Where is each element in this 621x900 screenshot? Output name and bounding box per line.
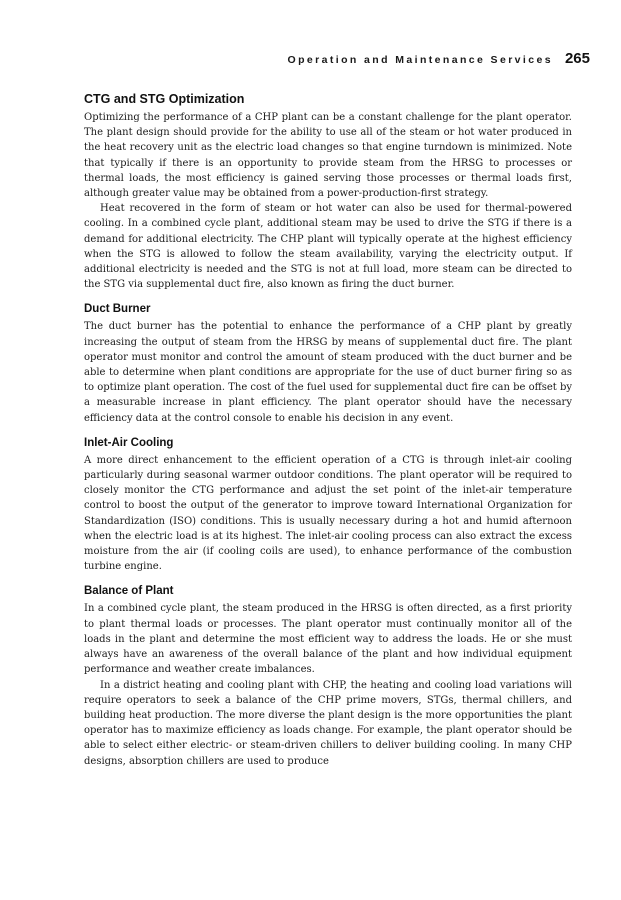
section-heading: Inlet-Air Cooling <box>84 436 174 449</box>
section-duct-burner <box>84 302 572 425</box>
running-title: Operation and Maintenance Services <box>287 54 553 66</box>
section-inlet-air-cooling <box>84 436 572 575</box>
paragraph: The duct burner has the potential to enhance the performance of a CHP plant by greatly increasing the output of steam from the HRSG by means of supplemental duct fire. The plant operator must monitor and control the amount of steam produced with the duct burner and be able to determine when plant conditions are appropriate for the use of duct burner firing so as to optimize plant operation. The cost of the fuel used for supplemental duct fire can be offset by a measurable increase in plant efficiency. The plant operator should have the necessary efficiency data at the control console to enable his decision in any event. <box>84 321 572 424</box>
section-balance-of-plant <box>84 584 572 768</box>
paragraph: Heat recovered in the form of steam or hot water can also be used for thermal-powered cooling. In a combined cycle plant, additional steam may be used to drive the STG if there is a demand for additional electricity. The CHP plant will typically operate at the highest efficiency when the STG is allowed to follow the steam availability, varying the electricity output. If additional electricity is needed and the STG is not at full load, more steam can be directed to the STG via supplemental duct fire, also known as firing the duct burner. <box>84 203 572 291</box>
paragraph: In a district heating and cooling plant with CHP, the heating and cooling load variations will require operators to seek a balance of the CHP prime movers, STGs, thermal chillers, and building heat production. The more diverse the plant design is the more opportunities the plant operator has to maximize efficiency as loads change. For example, the plant operator should be able to select either electric- or steam-driven chillers to deliver building cooling. In many CHP designs, absorption chillers are used to produce <box>84 679 572 767</box>
paragraph: Optimizing the performance of a CHP plant can be a constant challenge for the plant operator. The plant design should provide for the ability to use all of the steam or hot water produced in the heat recovery unit as the electric load changes so that engine turndown is minimized. Note that typically if there is an opportunity to provide steam from the HRSG to processes or thermal loads, the most efficiency is gained serving those processes or thermal loads first, although greater value may be obtained from a power-production-first strategy. <box>84 112 572 200</box>
section-heading: CTG and STG Optimization <box>84 92 245 106</box>
body-text <box>84 92 572 779</box>
section-heading: Balance of Plant <box>84 585 174 598</box>
page-number: 265 <box>564 50 590 67</box>
section-heading: Duct Burner <box>84 303 151 316</box>
paragraph: A more direct enhancement to the efficient operation of a CTG is through inlet-air cooling particularly during seasonal warmer outdoor conditions. The plant operator will be required to closely monitor the CTG performance and adjust the set point of the inlet-air temperature control to boost the output of the generator to improve toward International Organization for Standardization (ISO) conditions. This is usually necessary during a hot and humid afternoon when the electric load is at its highest. The inlet-air cooling process can also extract the excess moisture from the air (if cooling coils are used), to enhance performance of the combustion turbine engine. <box>84 454 572 573</box>
paragraph: In a combined cycle plant, the steam produced in the HRSG is often directed, as a first priority to plant thermal loads or processes. The plant operator must continually monitor all of the loads in the plant and determine the most efficient way to address the loads. He or she must always have an awareness of the overall balance of the plant and how individual equipment performance and weather create imbalances. <box>84 603 572 676</box>
section-ctg-stg-optimization <box>84 92 572 292</box>
running-header <box>84 50 590 68</box>
